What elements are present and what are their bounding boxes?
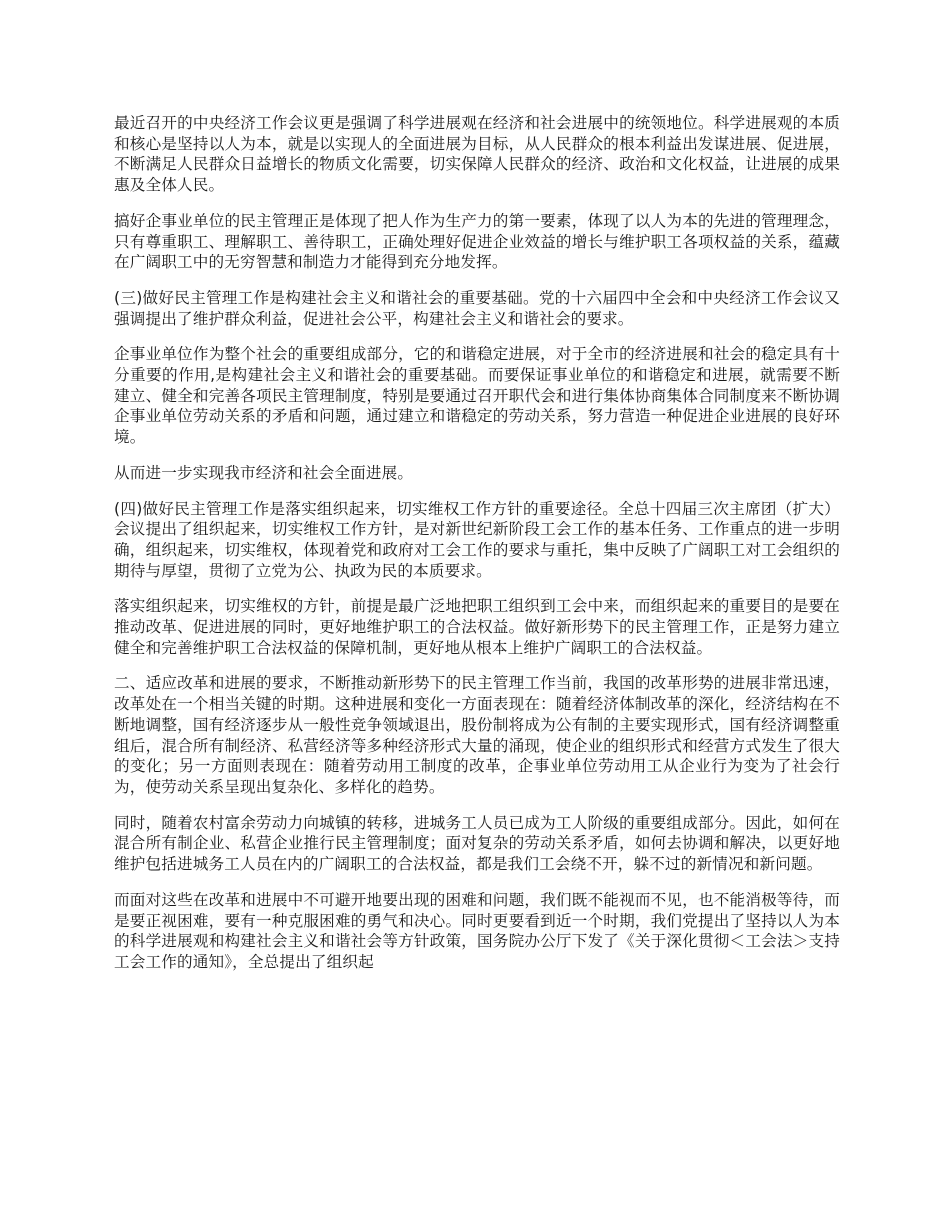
paragraph-4: 企事业单位作为整个社会的重要组成部分，它的和谐稳定进展，对于全市的经济进展和社会的稳定具有十分重要的作用,是构建社会主义和谐社会的重要基础。而要保证事业单位的和谐稳定和进展，就需要不断建立、健全和完善各项民主管理制度，特别是要通过召开职代会和进行集体协商集体合同制度来不断协调企事业单位劳动关系的矛盾和问题，通过建立和谐稳定的劳动关系，努力营造一种促进企业进展的良好环境。: [114, 345, 840, 447]
paragraph-5: 从而进一步实现我市经济和社会全面进展。: [114, 463, 414, 482]
paragraph-3: (三)做好民主管理工作是构建社会主义和谐社会的重要基础。党的十六届四中全会和中央经济工作会议又强调提出了维护群众利益，促进社会公平，构建社会主义和谐社会的要求。: [114, 288, 840, 328]
paragraph-2: 搞好企事业单位的民主管理正是体现了把人作为生产力的第一要素，体现了以人为本的先进的管理理念，只有尊重职工、理解职工、善待职工，正确处理好促进企业效益的增长与维护职工各项权益的关系，蕴藏在广阔职工中的无穷智慧和制造力才能得到充分地发挥。: [114, 211, 840, 272]
paragraph-10: 而面对这些在改革和进展中不可避开地要出现的困难和问题，我们既不能视而不见，也不能消极等待，而是要正视困难，要有一种克服困难的勇气和决心。同时更要看到近一个时期，我们党提出了坚持以人为本的科学进展观和构建社会主义和谐社会等方针政策，国务院办公厅下发了《关于深化贯彻＜工会法＞支持工会工作的通知》，全总提出了组织起: [114, 890, 840, 971]
paragraph-6: (四)做好民主管理工作是落实组织起来，切实维权工作方针的重要途径。全总十四届三次主席团（扩大）会议提出了组织起来，切实维权工作方针，是对新世纪新阶段工会工作的基本任务、工作重点的进一步明确，组织起来，切实维权，体现着党和政府对工会工作的要求与重托，集中反映了广阔职工对工会组织的期待与厚望，贯彻了立党为公、执政为民的本质要求。: [114, 499, 840, 580]
paragraph-9: 同时，随着农村富余劳动力向城镇的转移，进城务工人员已成为工人阶级的重要组成部分。因此，如何在混合所有制企业、私营企业推行民主管理制度；面对复杂的劳动关系矛盾，如何去协调和解决，以更好地维护包括进城务工人员在内的广阔职工的合法权益，都是我们工会绕不开，躲不过的新情况和新问题。: [114, 813, 840, 874]
paragraph-8: 二、适应改革和进展的要求，不断推动新形势下的民主管理工作当前，我国的改革形势的进展非常迅速，改革处在一个相当关键的时期。这种进展和变化一方面表现在：随着经济体制改革的深化，经济结构在不断地调整，国有经济逐步从一般性竞争领域退出，股份制将成为公有制的主要实现形式，国有经济调整重组后，混合所有制经济、私营经济等多种经济形式大量的涌现，使企业的组织形式和经营方式发生了很大的变化；另一方面则表现在：随着劳动用工制度的改革，企事业单位劳动用工从企业行为变为了社会行为，使劳动关系呈现出复杂化、多样化的趋势。: [114, 674, 840, 796]
paragraph-1: 最近召开的中央经济工作会议更是强调了科学进展观在经济和社会进展中的统领地位。科学进展观的本质和核心是坚持以人为本，就是以实现人的全面进展为目标，从人民群众的根本利益出发谋进展、促进展，不断满足人民群众日益增长的物质文化需要，切实保障人民群众的经济、政治和文化权益，让进展的成果惠及全体人民。: [114, 114, 840, 195]
paragraph-7: 落实组织起来，切实维权的方针，前提是最广泛地把职工组织到工会中来，而组织起来的重要目的是要在推动改革、促进进展的同时，更好地维护职工的合法权益。做好新形势下的民主管理工作，正是努力建立健全和完善维护职工合法权益的保障机制，更好地从根本上维护广阔职工的合法权益。: [114, 597, 840, 657]
document-body: [114, 113, 840, 988]
